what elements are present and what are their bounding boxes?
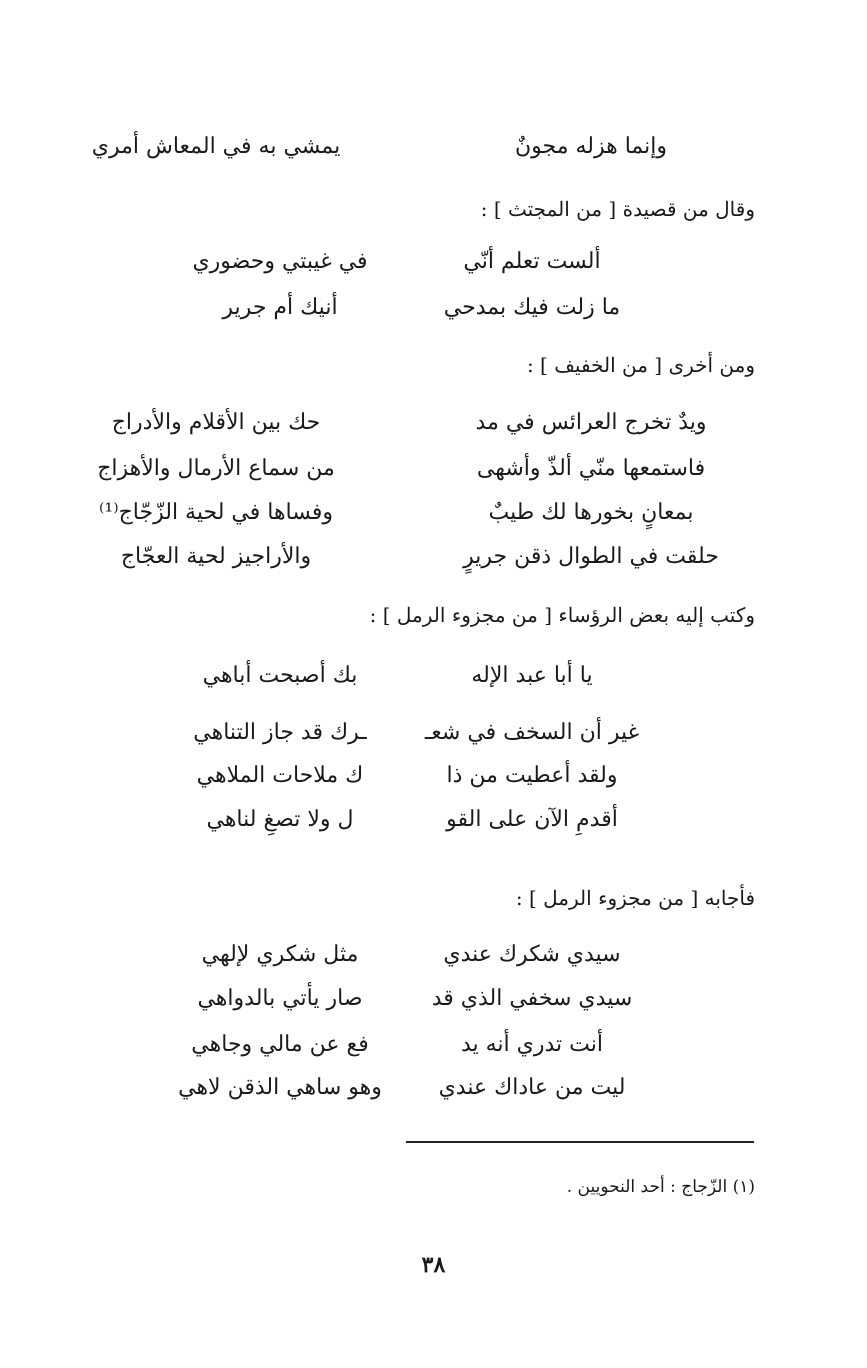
- hemistich-second: ل ولا تصغِ لناهي: [206, 807, 354, 832]
- poem3-verse-3: [40, 756, 767, 796]
- hemistich-first: حلقت في الطوال ذقن جريرٍ: [463, 544, 719, 569]
- hemistich-first: سيدي سخفي الذي قد: [431, 986, 633, 1011]
- hemistich-second: ـرك قد جاز التناهي: [193, 720, 367, 745]
- poem1-verse-1: [40, 242, 767, 282]
- hemistich-second: والأراجيز لحية العجّاج: [120, 544, 312, 569]
- poem2-verse-3: [40, 493, 767, 533]
- intro-line-1: وقال من قصيدة [ من المجتث ] :: [480, 197, 755, 221]
- hemistich-second: في غيبتي وحضوري: [192, 249, 368, 274]
- poem2-verse-4: [40, 537, 767, 577]
- poem2-verse-1: [40, 403, 767, 443]
- hemistich-first: أقدمِ الآن على القو: [446, 807, 618, 832]
- poem3-verse-2: [40, 713, 767, 753]
- intro-line-4: فأجابه [ من مجزوء الرمل ] :: [515, 886, 755, 910]
- hemistich-first: يا أبا عبد الإله: [471, 663, 593, 688]
- poem1-verse-2: [40, 288, 767, 328]
- poem4-verse-1: [40, 935, 767, 975]
- hemistich-first: فاستمعها منّي ألذّ وأشهى: [476, 456, 706, 481]
- hemistich-second: بك أصبحت أباهي: [202, 663, 358, 688]
- hemistich-first: ويدٌ تخرج العرائس في مد: [475, 410, 707, 435]
- hemistich-first: وإنما هزله مجونٌ: [514, 134, 667, 159]
- poem3-verse-4: [40, 800, 767, 840]
- hemistich-second: يمشي به في المعاش أمري: [91, 134, 341, 159]
- hemistich-second: وفساها في لحية الزّجّاج⁽¹⁾: [98, 500, 334, 525]
- hemistich-second: فع عن مالي وجاهي: [191, 1032, 369, 1057]
- hemistich-first: ما زلت فيك بمدحي: [443, 295, 621, 320]
- poem3-verse-1: [40, 656, 767, 696]
- hemistich-second: حك بين الأقلام والأدراج: [111, 410, 321, 435]
- footnote-divider: [406, 1141, 754, 1143]
- hemistich-second: وهو ساهي الذقن لاهي: [178, 1075, 382, 1100]
- hemistich-second: من سماع الأرمال والأهزاج: [97, 456, 335, 481]
- verse-top: [40, 127, 767, 167]
- page-number: ٣٨: [421, 1252, 446, 1278]
- hemistich-first: ليت من عاداك عندي: [438, 1075, 626, 1100]
- intro-line-3: وكتب إليه بعض الرؤساء [ من مجزوء الرمل ] :: [369, 603, 755, 627]
- footnote: (١) الزّجاج : أحد النحويين .: [566, 1177, 755, 1197]
- poem4-verse-3: [40, 1025, 767, 1065]
- poem2-verse-2: [40, 449, 767, 489]
- hemistich-first: بمعانٍ بخورها لك طيبٌ: [488, 500, 694, 525]
- hemistich-first: ولقد أعطيت من ذا: [446, 763, 618, 788]
- hemistich-second: صار يأتي بالدواهي: [197, 986, 363, 1011]
- poem4-verse-2: [40, 979, 767, 1019]
- hemistich-first: سيدي شكرك عندي: [443, 942, 621, 967]
- intro-line-2: ومن أخرى [ من الخفيف ] :: [526, 353, 755, 377]
- hemistich-first: غير أن السخف في شعـ: [424, 720, 640, 745]
- poem4-verse-4: [40, 1068, 767, 1108]
- hemistich-first: ألست تعلم أنّي: [463, 249, 601, 274]
- hemistich-first: أنت تدري أنه يد: [460, 1032, 604, 1057]
- hemistich-second: ك ملاحات الملاهي: [196, 763, 364, 788]
- hemistich-second: أنيك أم جرير: [222, 295, 338, 320]
- hemistich-second: مثل شكري لإلهي: [201, 942, 359, 967]
